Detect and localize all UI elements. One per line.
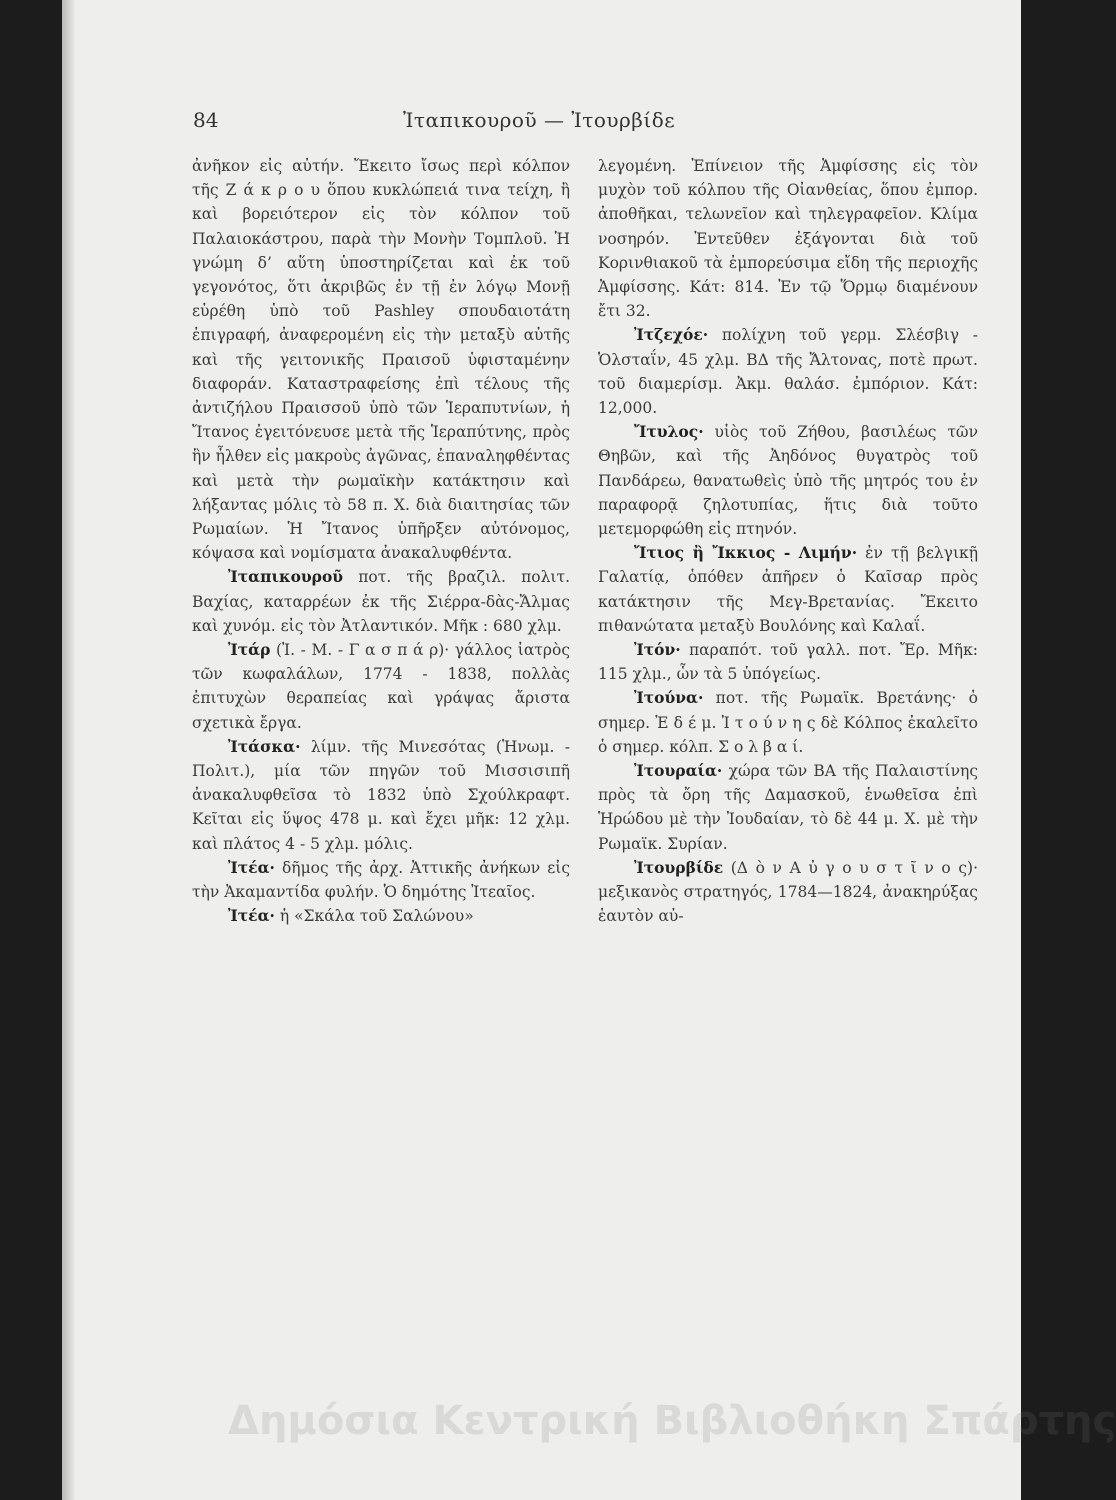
entry-headword: Ἰτουρβίδε — [634, 857, 724, 877]
entry-text: πολίχνη τοῦ γερμ. Σλέσβιγ - Ὁλσταΐν, 45 χλμ. ΒΔ τῆς Ἄλτονας, ποτὲ πρωτ. τοῦ διαμερίσμ. Ἀκμ. θαλάσ. ἐμπόριον. Κάτ: 12,000. — [598, 326, 978, 418]
entry-headword: Ἰτούνα· — [634, 688, 704, 708]
dictionary-entry — [598, 541, 978, 638]
dictionary-entry — [192, 856, 570, 904]
entry-text: παραπότ. τοῦ γαλλ. ποτ. Ἔρ. Μῆκ: 115 χλμ., ὧν τὰ 5 ὑπόγείως. — [598, 641, 978, 684]
dictionary-entry — [598, 856, 978, 929]
entry-headword: Ἰτόν· — [634, 640, 681, 660]
dictionary-entry — [192, 565, 570, 638]
dictionary-entry — [598, 154, 978, 323]
library-watermark: Δημόσια Κεντρική Βιβλιοθήκη Σπάρτης — [228, 1398, 1116, 1444]
entry-text: δῆμος τῆς ἀρχ. Ἀττικῆς ἀνήκων εἰς τὴν Ἀκαμαντίδα φυλήν. Ὁ δημότης Ἰτεαῖος. — [192, 858, 570, 902]
entry-headword: Ἰτάρ — [228, 640, 271, 660]
entry-text: υἱὸς τοῦ Ζήθου, βασιλέως τῶν Θηβῶν, καὶ τῆς Ἀηδόνος θυγατρὸς τοῦ Πανδάρεω, θανατωθεὶς ὑπὸ τῆς μητρός του ἐν παραφορᾷ ζηλοτυπίας, ἥτις διὰ τοῦτο μετεμορφώθη εἰς πτηνόν. — [598, 423, 978, 539]
right-column — [598, 154, 978, 929]
entry-text: χώρα τῶν ΒΑ τῆς Παλαιστίνης πρὸς τὰ ὄρη τῆς Δαμασκοῦ, ἑνωθεῖσα ἐπὶ Ἡρώδου μὲ τὴν Ἰουδαίαν, τὸ δὲ 44 μ. Χ. μὲ τὴν Ρωμαϊκ. Συρίαν. — [598, 762, 978, 853]
entry-headword: Ἰτέα· — [228, 906, 275, 926]
entry-headword: Ἰτζεχόε· — [634, 325, 709, 345]
entry-text: (Ἰ. - Μ. - Γ α σ π ά ρ)· γάλλος ἰατρὸς τῶν κωφαλάλων, 1774 - 1838, πολλὰς ἐπιτυχὼν θεραπείας καὶ γράψας ἄριστα σχετικὰ ἔργα. — [192, 641, 570, 732]
entry-headword: Ἴτιος ἢ Ἴκκιος - Λιμήν· — [634, 543, 858, 563]
dictionary-entry — [192, 154, 570, 565]
dictionary-entry — [598, 323, 978, 420]
entry-headword: Ἰτάσκα· — [228, 736, 301, 756]
entry-text: (Δ ὸ ν Α ὐ γ ο υ σ τ ῖ ν ο ς)· μεξικανὸς στρατηγός, 1784—1824, ἀνακηρύξας ἑαυτὸν αὐ- — [598, 858, 978, 926]
dictionary-entry — [598, 638, 978, 686]
entry-text: ἀνῆκον εἰς αὐτήν. Ἔκειτο ἴσως περὶ κόλπον τῆς Ζ ά κ ρ ο υ ὅπου κυκλώπειά τινα τείχη, ἢ καὶ βορειότερον εἰς τὸν κόλπον τοῦ Παλαιοκάστρου, παρὰ τὴν Μονὴν Τομπλοῦ. Ἡ γνώμη δ’ αὕτη ὑποστηρίζεται καὶ ἐκ τοῦ γεγονότος, ὅτι ἀκριβῶς ἐν τῇ ἐν λόγῳ Μονῇ εὑρέθη ὑπὸ τοῦ Pashley σπουδαιοτάτη ἐπιγραφή, ἀναφερομένη εἰς τὴν μεταξὺ αὐτῆς καὶ τῆς γειτονικῆς Πραισοῦ ὑφισταμένην διαφοράν. Καταστραφείσης ἐπὶ τέλους τῆς ἀντιζήλου Πραισσοῦ ὑπὸ τῶν Ἱεραπυτνίων, ἡ Ἴτανος ἐγειτόνευσε μετὰ τῆς Ἱεραπύτνης, πρὸς ἣν ἦλθεν εἰς μακροὺς ἀγῶνας, ἐπαναληφθέντας καὶ μετὰ τὴν ρωμαϊκὴν κατάκτησιν καὶ λήξαντας μόλις τὸ 58 π. Χ. διὰ διαιτησίας τῶν Ρωμαίων. Ἡ Ἴτανος ὑπῆρξεν αὐτόνομος, κόψασα καὶ νομίσματα ἀνακαλυφθέντα. — [192, 157, 571, 563]
entry-headword: Ἴτυλος· — [634, 422, 704, 442]
dictionary-entry — [598, 420, 978, 541]
left-column — [192, 154, 570, 929]
entry-text: ἡ «Σκάλα τοῦ Σαλώνου» — [274, 907, 474, 926]
entry-headword: Ἰταπικουροῦ — [228, 567, 344, 587]
page-header — [193, 108, 1056, 138]
entry-text: λίμν. τῆς Μινεσότας (Ἡνωμ. - Πολιτ.), μία τῶν πηγῶν τοῦ Μισσισιπῆ ἀνακαλυφθεῖσα τὸ 1832 ὑπὸ Σχούλκραφτ. Κεῖται εἰς ὕψος 478 μ. καὶ ἔχει μῆκ: 12 χλμ. καὶ πλάτος 4 - 5 χλμ. μόλις. — [192, 737, 570, 853]
dictionary-entry — [192, 638, 570, 735]
page-edge-shadow — [62, 0, 76, 1500]
entry-text: ἐν τῇ βελγικῇ Γαλατίᾳ, ὁπόθεν ἀπῆρεν ὁ Καῖσαρ πρὸς κατάκτησιν τῆς Μεγ-Βρετανίας. Ἔκειτο πιθανώτατα μεταξὺ Βουλόνης καὶ Καλαΐ. — [598, 544, 979, 635]
page-number: 84 — [193, 108, 219, 132]
entry-headword: Ἰτουραία· — [634, 761, 723, 781]
entry-headword: Ἰτέα· — [228, 857, 275, 877]
entry-text: ποτ. τῆς Ρωμαϊκ. Βρετάνης· ὁ σημερ. Ἐ δ έ μ. Ἰ τ ο ύ ν η ς δὲ Κόλπος ἐκαλεῖτο ὁ σημερ. κόλπ. Σ ο λ β α ί. — [598, 689, 978, 756]
dictionary-entry — [598, 686, 978, 759]
running-head: Ἰταπικουροῦ — Ἰτουρβίδε — [403, 108, 676, 132]
dictionary-entry — [192, 735, 570, 856]
dictionary-entry — [598, 759, 978, 856]
entry-text: λεγομένη. Ἐπίνειον τῆς Ἀμφίσσης εἰς τὸν μυχὸν τοῦ κόλπου τῆς Οἰανθείας, ὅπου ἐμπορ. ἀποθῆκαι, τελωνεῖον καὶ τηλεγραφεῖον. Κλίμα νοσηρόν. Ἐντεῦθεν ἐξάγονται διὰ τοῦ Κορινθιακοῦ τὰ ἐμπορεύσιμα εἴδη τῆς περιοχῆς Ἀμφίσσης. Κάτ: 814. Ἐν τῷ Ὅρμῳ διαμένουν ἔτι 32. — [598, 157, 978, 321]
entry-text: ποτ. τῆς βραζιλ. πολιτ. Βαχίας, καταρρέων ἐκ τῆς Σιέρρα-δὰς-Ἄλμας καὶ χυνόμ. εἰς τὸν Ἀτλαντικόν. Μῆκ : 680 χλμ. — [192, 568, 570, 635]
dictionary-entry — [192, 904, 570, 928]
